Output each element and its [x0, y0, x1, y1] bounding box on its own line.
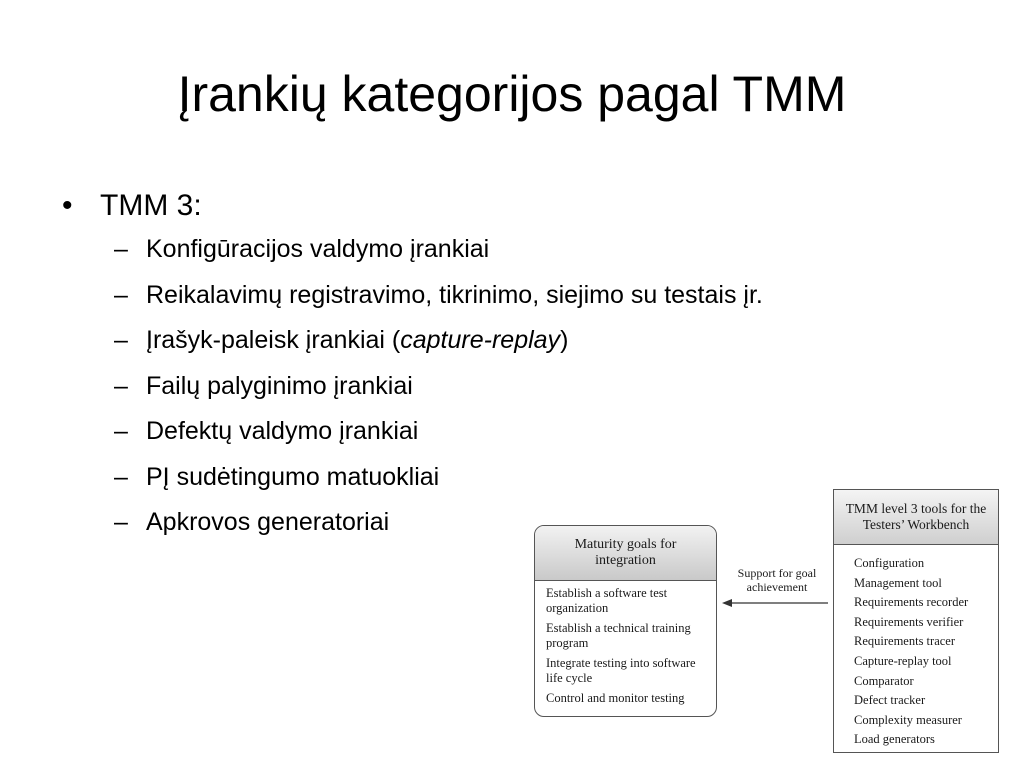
- list-item: Defect tracker: [854, 693, 926, 708]
- dash-marker: –: [114, 280, 128, 309]
- left-arrow-icon: [722, 597, 830, 609]
- bullet-marker: •: [62, 189, 73, 222]
- slide-title: Įrankių kategorijos pagal TMM: [177, 66, 847, 122]
- list-item: Comparator: [854, 673, 914, 688]
- maturity-goals-list: [535, 581, 716, 706]
- dash-marker: –: [114, 508, 128, 536]
- dash-marker: –: [114, 326, 128, 354]
- tools-box: [833, 489, 999, 753]
- list-item: Establish a software test organization: [546, 586, 668, 615]
- list-item: Integrate testing into software life cycle: [546, 656, 696, 685]
- maturity-goals-box: [534, 525, 717, 717]
- dash-marker: –: [114, 417, 128, 445]
- list-item: Establish a technical training program: [546, 621, 691, 650]
- item-text: Failų palyginimo įrankiai: [146, 371, 413, 400]
- list-item: [62, 416, 962, 446]
- list-item: Management tool: [854, 575, 942, 590]
- sub-bullet-list: [62, 234, 962, 537]
- list-item: [62, 507, 962, 537]
- list-item: Configuration: [854, 556, 925, 570]
- item-text: Apkrovos generatoriai: [146, 508, 390, 536]
- item-text-post: ): [560, 326, 569, 354]
- dash-marker: –: [114, 462, 128, 491]
- bullet-tmm3: [62, 188, 962, 224]
- item-text: PĮ sudėtingumo matuokliai: [146, 462, 440, 491]
- item-text-em: capture-replay: [400, 326, 561, 354]
- dash-marker: –: [114, 371, 128, 400]
- list-item: Control and monitor testing: [546, 691, 685, 705]
- arrow-label: Support for goal achievement: [737, 566, 817, 594]
- slide-content: [62, 188, 962, 553]
- list-item: [62, 462, 962, 492]
- list-item: [62, 280, 962, 310]
- maturity-goals-title: Maturity goals for integration: [535, 526, 716, 581]
- list-item: Requirements tracer: [854, 634, 955, 649]
- list-item: Capture-replay tool: [854, 653, 952, 668]
- tools-title: TMM level 3 tools for the Testers’ Workbench: [834, 490, 998, 545]
- item-text-pre: Įrašyk-paleisk įrankiai (: [146, 326, 401, 354]
- list-item: [62, 234, 962, 264]
- list-item: [62, 325, 962, 355]
- tools-list: [834, 545, 998, 750]
- item-text: Konfigūracijos valdymo įrankiai: [146, 235, 490, 263]
- list-item: Requirements recorder: [854, 595, 969, 610]
- item-text: Reikalavimų registravimo, tikrinimo, siejimo su testais įr.: [146, 280, 763, 309]
- list-item: [62, 371, 962, 401]
- list-item: Load generators: [854, 732, 935, 747]
- list-item: Complexity measurer: [854, 712, 962, 727]
- bullet-label: TMM 3:: [100, 189, 202, 222]
- list-item: Requirements verifier: [854, 614, 964, 629]
- dash-marker: –: [114, 235, 128, 263]
- item-text: Defektų valdymo įrankiai: [146, 417, 419, 445]
